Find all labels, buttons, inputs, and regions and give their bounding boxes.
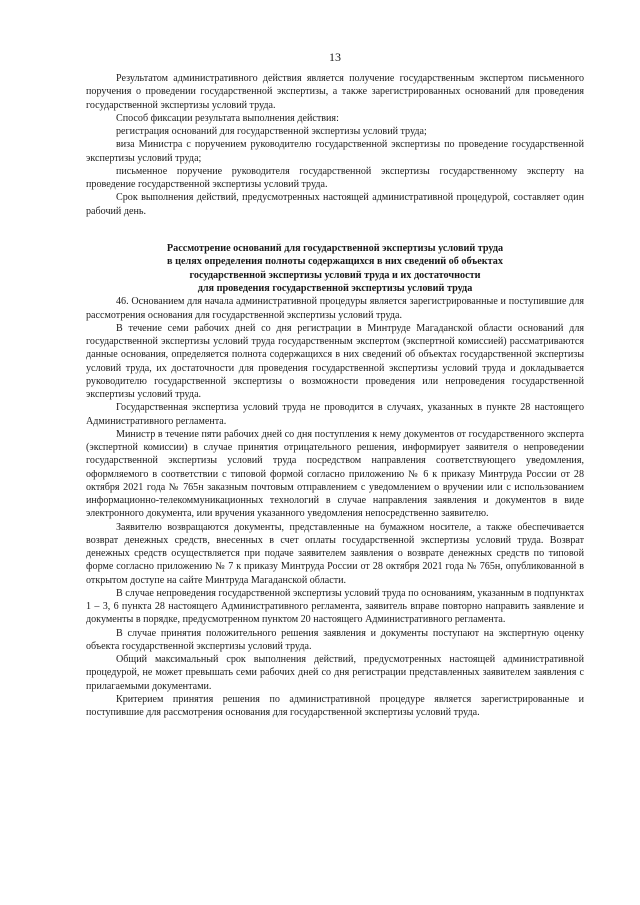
section-heading-line: для проведения государственной экспертизы условий труда — [197, 282, 473, 294]
paragraph-return-documents: Заявителю возвращаются документы, представленные на бумажном носителе, а также обеспечивается возврат денежных средств, внесенных в счет оплаты государственной экспертизы условий труда. Возврат денежных средств осуществляется при подаче заявителем заявления о возврате денежных средств по типовой форме согласно приложению № 7 к приказу Минтруда России от 28 октября 2021 года № 765н, опубликованной в открытом доступе на сайте Минтруда Магаданской области. — [86, 521, 584, 586]
paragraph-minister-notice: Министр в течение пяти рабочих дней со дня поступления к нему документов от государственного эксперта (экспертной комиссии) в случае принятия отрицательного решения, информирует заявителя о непроведении государственной экспертизы условий труда посредством направления соответствующего уведомления, оформляемого в соответствии с типовой формой согласно приложению № 6 к приказу Минтруда России от 28 октября 2021 года № 765н заказным почтовым отправлением с уведомлением о вручении или с использованием информационно-телекоммуникационных технологий в случае направления заявления и документов в виде электронного документа, или вручения указанного уведомления непосредственно заявителю. — [86, 428, 584, 520]
paragraph-deadline: Срок выполнения действий, предусмотренных настоящей административной процедурой, составляет один рабочий день. — [86, 192, 584, 217]
paragraph-written-order: письменное поручение руководителя государственной экспертизы государственному эксперту на проведение государственной экспертизы условий труда. — [86, 165, 584, 190]
section-heading — [86, 242, 584, 296]
section-heading-line: в целях определения полноты содержащихся в них сведений об объектах — [167, 256, 503, 268]
page-number: 13 — [329, 50, 341, 64]
section-heading-line: Рассмотрение оснований для государственной экспертизы условий труда — [166, 242, 504, 254]
paragraph-fixation-method: Способ фиксации результата выполнения действия: — [116, 112, 339, 124]
paragraph-not-conducted: Государственная экспертиза условий труда не проводится в случаях, указанных в пункте 28 настоящего Административного регламента. — [86, 402, 584, 427]
section-heading-line: государственной экспертизы условий труда и их достаточности — [189, 269, 481, 281]
paragraph-positive-decision: В случае принятия положительного решения заявления и документы поступают на экспертную оценку объекта государственной экспертизы условий труда. — [86, 627, 584, 652]
paragraph-minister-visa: виза Министра с поручением руководителю государственной экспертизы по проведение государственной экспертизы условий труда; — [86, 139, 584, 164]
paragraph-46: 46. Основанием для начала административной процедуры является зарегистрированные и поступившие для рассмотрения основания для государственной экспертизы условий труда. — [86, 296, 584, 321]
document-body — [86, 72, 584, 719]
paragraph-max-term: Общий максимальный срок выполнения действий, предусмотренных настоящей административной процедурой, не может превышать семи рабочих дней со дня регистрации представленных заявителем заявления с прилагаемыми документами. — [86, 654, 584, 692]
paragraph-result: Результатом административного действия является получение государственным экспертом письменного поручения о проведении государственной экспертизы, а также зарегистрированных оснований для проведения государственной экспертизы условий труда. — [86, 73, 584, 111]
paragraph-registration: регистрация оснований для государственной экспертизы условий труда; — [116, 126, 427, 137]
paragraph-repeat-application: В случае непроведения государственной экспертизы условий труда по основаниям, указанным в подпунктах 1 – 3, 6 пункта 28 настоящего Административного регламента, заявитель вправе повторно направить заявление и документы в порядке, предусмотренном пунктом 20 настоящего Административного регламента. — [86, 587, 584, 626]
paragraph-seven-days: В течение семи рабочих дней со дня регистрации в Минтруде Магаданской области оснований для государственной экспертизы условий труда государственным экспертом (экспертной комиссией) рассматриваются данные основания, определяется полнота содержащихся в них сведений об объектах государственной экспертизы условий труда, их достаточности для проведения государственной экспертизы условий труда и докладывается руководителю государственной экспертизы о возможности проведения или непроведения государственной экспертизы условий труда. — [86, 322, 584, 401]
paragraph-criterion: Критерием принятия решения по административной процедуре является зарегистрированные и поступившие для рассмотрения основания для государственной экспертизы условий труда. — [86, 693, 584, 719]
